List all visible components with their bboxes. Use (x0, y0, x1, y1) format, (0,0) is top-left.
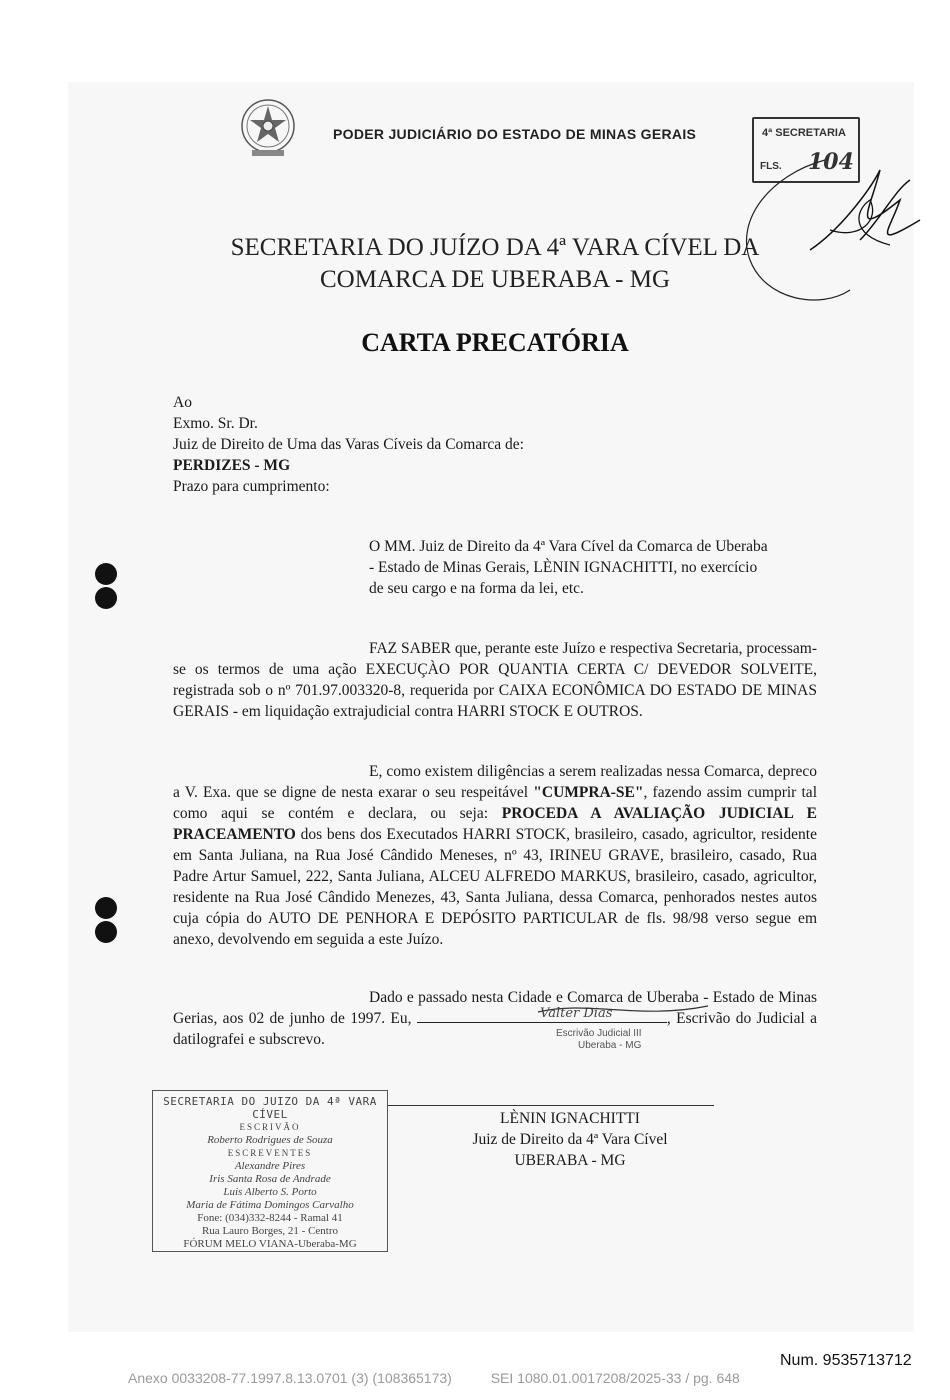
document-heading (150, 232, 840, 296)
depreco-text-1: E, como existem diligências a serem realizadas nessa Comarca, depreco a V. Exa. que se digne de nesta exarar o seu respeitável (173, 763, 817, 801)
dado-text-2: , Escrivão do Judicial a datilografei e subscrevo. (173, 1010, 817, 1048)
court-name: PODER JUDICIÁRIO DO ESTADO DE MINAS GERAIS (333, 126, 697, 142)
stamp-fls-label: FLS. (760, 161, 782, 172)
stamp-secretaria-label: 4ª SECRETARIA (762, 127, 846, 139)
stamp-phone: Fone: (034)332-8244 - Ramal 41 (197, 1212, 343, 1224)
escrivao-stamp-line1: Escrivão Judicial III (556, 1028, 642, 1039)
punch-hole-icon (92, 896, 120, 944)
judge-name: LÈNIN IGNACHITTI (500, 1110, 640, 1127)
addressee-city: PERDIZES - MG (173, 457, 291, 474)
stamp-name-4: Luis Alberto S. Porto (223, 1186, 317, 1198)
judge-city: UBERABA - MG (514, 1152, 626, 1169)
dado-text-1: Dado e passado nesta Cidade e Comarca de Uberaba - Estado de Minas Gerias, aos 02 de junho de 1997. Eu, (173, 989, 817, 1027)
intro-line-2: - Estado de Minas Gerais, LÈNIN IGNACHITTI, no exercício (369, 559, 758, 576)
paragraph-faz-saber (173, 638, 817, 722)
stamp-name-5: Maria de Fátima Domingos Carvalho (186, 1199, 354, 1211)
paragraph-depreco (173, 761, 817, 950)
deadline-label: Prazo para cumprimento: (173, 478, 330, 495)
judge-signature-block (420, 1108, 720, 1171)
proceda-text: PROCEDA A AVALIAÇÃO JUDICIAL E PRACEAMENTO (173, 805, 817, 843)
addressee-line-1: Ao (173, 394, 192, 411)
addressee-line-3: Juiz de Direito de Uma das Varas Cíveis da Comarca de: (173, 436, 524, 453)
judge-signature-line (388, 1105, 714, 1106)
judge-title: Juiz de Direito da 4ª Vara Cível (472, 1131, 668, 1148)
stamp-header: SECRETARIA DO JUIZO DA 4ª VARA CÍVEL (163, 1095, 377, 1121)
cumpra-se-text: "CUMPRA-SE" (533, 784, 644, 801)
paragraph-faz-saber-text: FAZ SABER que, perante este Juízo e respectiva Secretaria, processam-se os termos de uma ação EXECUÇÀO POR QUANTIA CERTA C/ DEVEDOR SOLVEITE, registrada sob o nº 701.97.003320-8, requerida por CAIXA ECONÔMICA DO ESTADO DE MINAS GERAIS - em liquidação extrajudicial contra HARRI STOCK E OUTROS. (173, 640, 817, 720)
intro-line-3: de seu cargo e na forma da lei, etc. (369, 580, 584, 597)
escrivao-stamp-name: Valter Dias (540, 1006, 613, 1021)
stamp-role-escreventes: ESCREVENTES (227, 1148, 313, 1158)
stamp-address: Rua Lauro Borges, 21 - Centro (201, 1225, 339, 1237)
document-reference: Anexo 0033208-77.1997.8.13.0701 (3) (108365173) SEI 1080.01.0017208/2025-33 / pg. 648 (128, 1370, 740, 1386)
addressee-block (173, 392, 524, 497)
stamp-page-number: 104 (808, 149, 854, 175)
heading-line-1: SECRETARIA DO JUÍZO DA 4ª VARA CÍVEL DA (230, 234, 760, 261)
stamp-name-3: Iris Santa Rosa de Andrade (209, 1173, 331, 1185)
intro-block (369, 536, 819, 599)
secretaria-rubber-stamp (152, 1090, 388, 1252)
stamp-role-escrivao: ESCRIVÃO (239, 1122, 301, 1132)
heading-line-2: COMARCA DE UBERABA - MG (319, 266, 671, 293)
escrivao-stamp (540, 998, 728, 1058)
punch-hole-icon (92, 562, 120, 610)
stamp-name-2: Alexandre Pires (234, 1160, 306, 1172)
stamp-name-escrivao: Roberto Rodrigues de Souza (207, 1134, 333, 1146)
stamp-forum: FÓRUM MELO VIANA-Uberaba-MG (183, 1238, 357, 1250)
intro-line-1: O MM. Juiz de Direito da 4ª Vara Cível da Comarca de Uberaba (369, 538, 768, 555)
depreco-text-3: dos bens dos Executados HARRI STOCK, brasileiro, casado, agricultor, residente em Santa Juliana, na Rua José Cândido Meneses, nº 43, IRINEU GRAVE, brasileiro, casado, Rua Padre Artur Samuel, 222, Santa Juliana, ALCEU ALFREDO MARKUS, brasileiro, casado, agricultor, residente na Rua José Cândido Menezes, 43, Santa Juliana, dessa Comarca, penhorados nestes autos cuja cópia do AUTO DE PENHORA E DEPÓSITO PARTICULAR de fls. 98/98 verso segue em anexo, devolvendo em seguida a este Juízo. (173, 826, 817, 948)
escrivao-stamp-line2: Uberaba - MG (578, 1040, 642, 1051)
depreco-text-2: , fazendo assim cumprir tal como aqui se contém e declara, ou seja: (173, 784, 817, 822)
document-type-title: CARTA PRECATÓRIA (361, 328, 629, 357)
state-coat-of-arms-icon (238, 96, 298, 160)
document-number: Num. 9535713712 (780, 1352, 912, 1369)
addressee-line-2: Exmo. Sr. Dr. (173, 415, 258, 432)
